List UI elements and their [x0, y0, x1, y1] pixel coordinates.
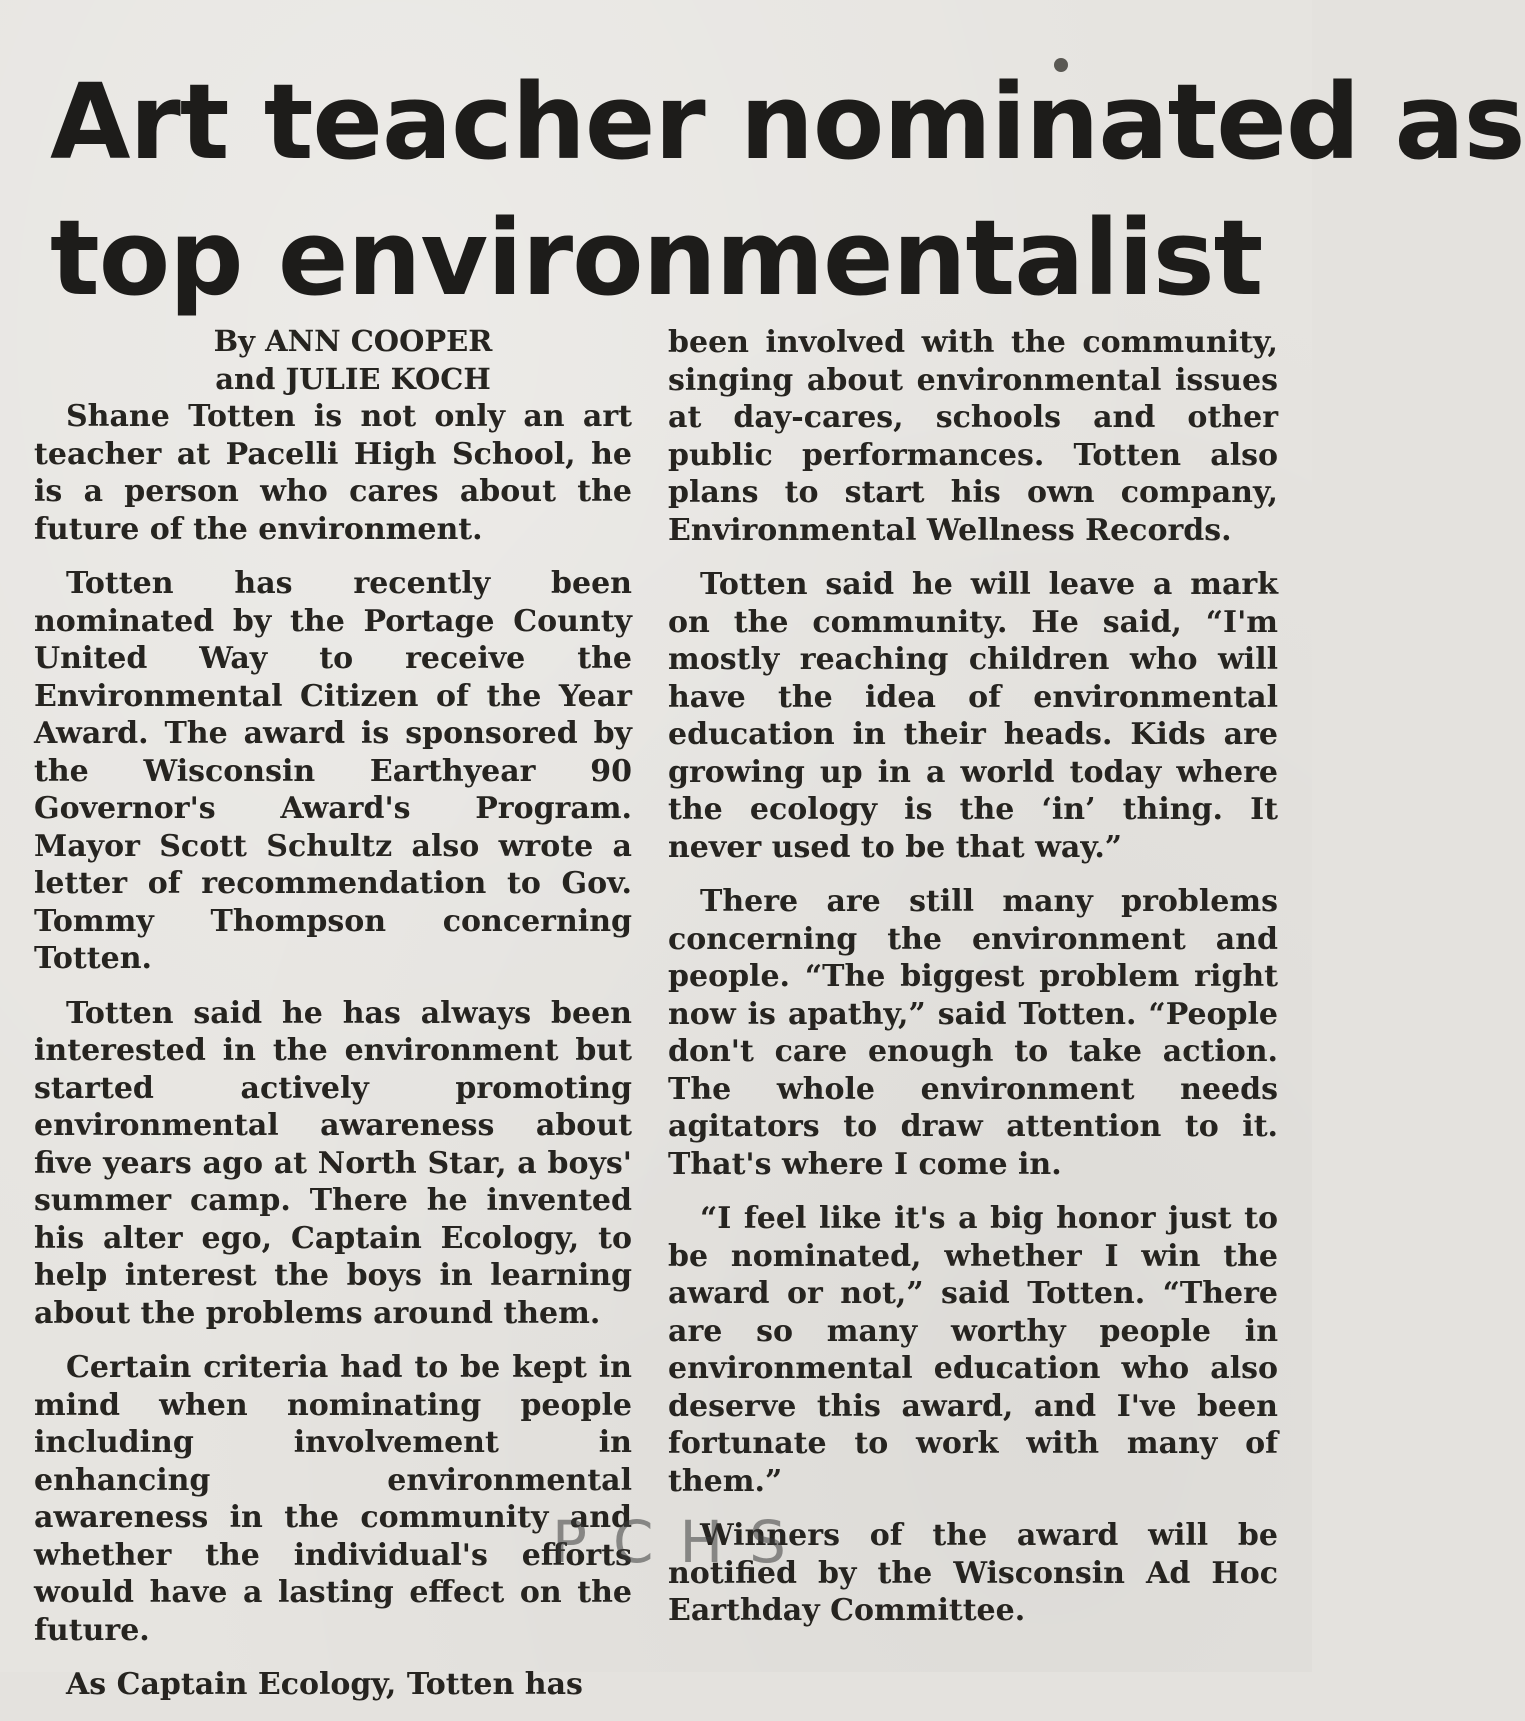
right-column	[668, 324, 1278, 1647]
paragraph: There are still many problems concerning the environment and people. “The biggest problem right now is apathy,” said Totten. “People don't care enough to take action. The whole environment needs agitators to draw attention to it. That's where I come in.	[668, 884, 1278, 1182]
paragraph: Certain criteria had to be kept in mind when nominating people including involvement in enhancing environmental awareness in the community and whether the individual's efforts would have a lasting effect on the future.	[34, 1350, 632, 1648]
paragraph: “I feel like it's a big honor just to be nominated, whether I win the award or not,” said Totten. “There are so many worthy people in environmental education who also deserve this award, and I've been fortunate to work with many of them.”	[668, 1201, 1278, 1499]
byline	[34, 322, 632, 398]
paragraph: Shane Totten is not only an art teacher at Pacelli High School, he is a person who cares about the future of the environment.	[34, 399, 632, 547]
byline-line-2: and JULIE KOCH	[215, 362, 491, 396]
paragraph: Totten said he will leave a mark on the community. He said, “I'm mostly reaching children who will have the idea of environmental education in their heads. Kids are growing up in a world today where the ecology is the ‘in’ thing. It never used to be that way.”	[668, 567, 1278, 865]
paragraph: Totten said he has always been interested in the environment but started actively promoting environmental awareness about five years ago at North Star, a boys' summer camp. There he invented his alter ego, Captain Ecology, to help interest the boys in learning about the problems around them.	[34, 995, 632, 1331]
headline-line-1: Art teacher nominated as	[50, 61, 1525, 183]
paragraph: been involved with the community, singing about environmental issues at day-cares, schools and other public performances. Totten also plans to start his own company, Environmental Wellness Records.	[668, 325, 1278, 548]
left-column	[34, 322, 632, 1721]
byline-line-1: By ANN COOPER	[213, 324, 493, 358]
paragraph: Totten has recently been nominated by the Portage County United Way to receive the Environmental Citizen of the Year Award. The award is sponsored by the Wisconsin Earthyear 90 Governor's Award's Program. Mayor Scott Schultz also wrote a letter of recommendation to Gov. Tommy Thompson concerning Totten.	[34, 566, 632, 976]
paragraph: Winners of the award will be notified by the Wisconsin Ad Hoc Earthday Committee.	[668, 1518, 1278, 1628]
headline-line-2: top environmentalist	[50, 197, 1263, 319]
watermark: PCHS	[552, 1508, 812, 1576]
paragraph: As Captain Ecology, Totten has	[66, 1667, 583, 1702]
headline	[50, 54, 1525, 326]
